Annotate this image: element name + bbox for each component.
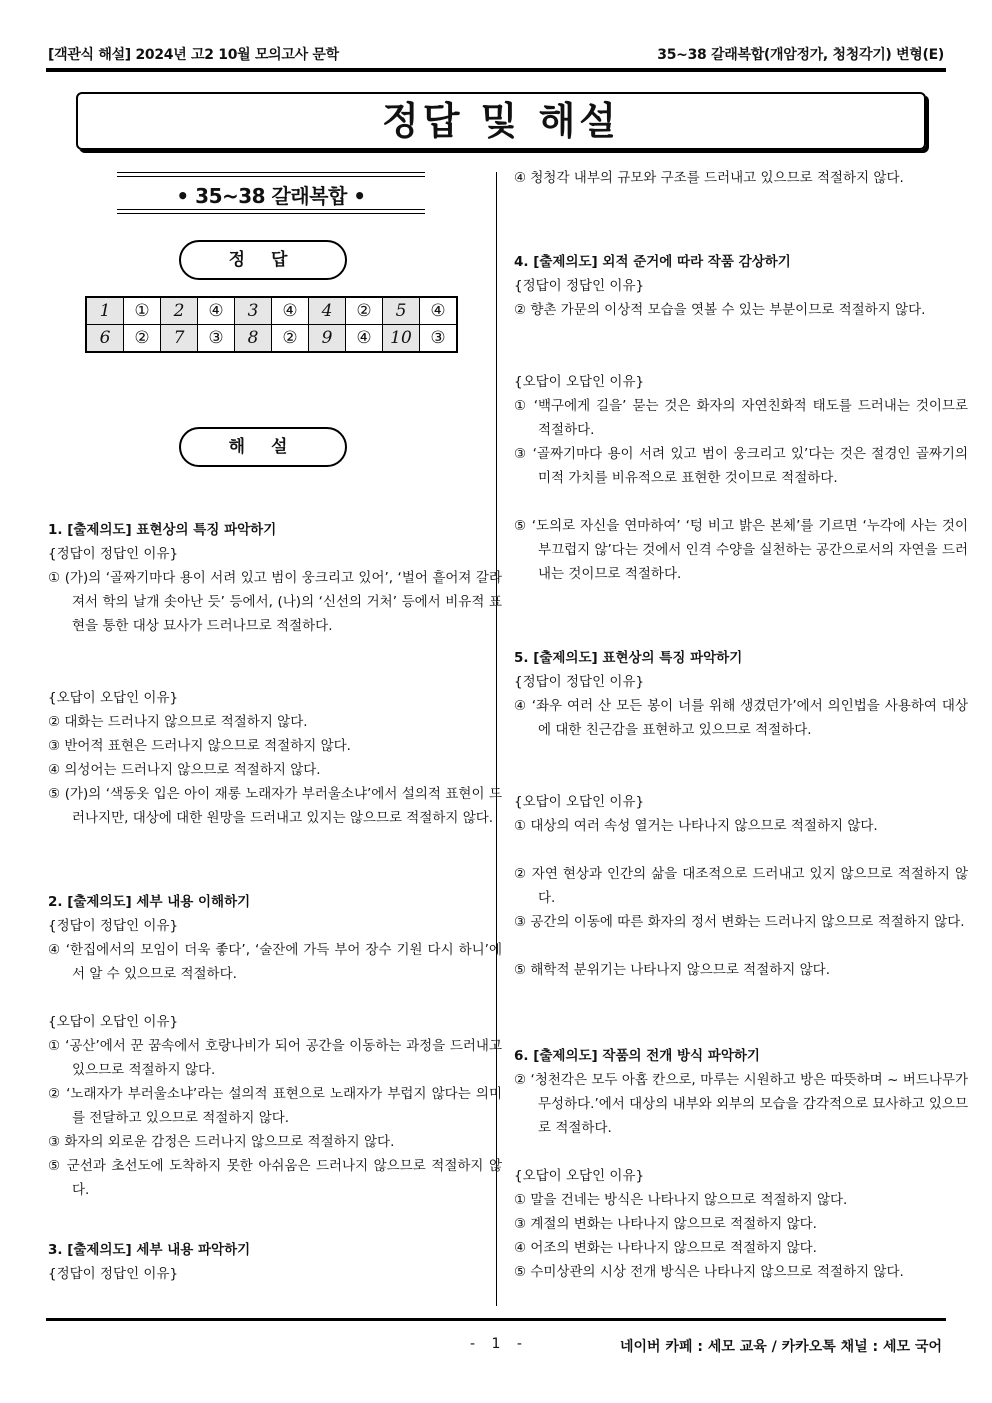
explanation-item: ② 대화는 드러나지 않으므로 적절하지 않다. [48,714,308,730]
header-rule [46,68,946,72]
question-title: 2. [출제의도] 세부 내용 이해하기 [48,894,251,910]
page-number: - 1 - [470,1336,528,1352]
answer-row [86,297,457,325]
page-title: 정답 및 해설 [76,92,926,150]
correct-reason-heading: {정답이 정답인 이유} [514,278,645,294]
explanation-item: ④ ‘한집에서의 모임이 더욱 좋다’, ‘술잔에 가득 부어 장수 기원 다시 하니’에서 알 수 있으므로 적절하다. [48,942,502,982]
answer-choice: ④ [272,297,309,325]
correct-reason-heading: {정답이 정답인 이유} [514,674,645,690]
explanation-item: ② 자연 현상과 인간의 삶을 대조적으로 드러내고 있지 않으므로 적절하지 않다. [514,866,968,906]
answer-number: 10 [383,325,420,353]
explanation-label: 해 설 [179,427,347,467]
explanation-item: ⑤ ‘도의로 자신을 연마하여’ ‘텅 비고 밝은 본체’를 기르면 ‘누각에 사는 것이 부끄럽지 않’다는 것에서 인격 수양을 실천하는 공간으로서의 자연을 드러내는 것이므로 적절하다. [514,518,968,582]
question-title: 6. [출제의도] 작품의 전개 방식 파악하기 [514,1048,760,1064]
correct-reason-heading: {정답이 정답인 이유} [48,546,179,562]
answer-number: 1 [86,297,124,325]
footer-rule [46,1318,946,1321]
answer-number: 5 [383,297,420,325]
header-right: 35~38 갈래복합(개암정가, 청청각기) 변형(E) [657,47,944,63]
answer-choice: ③ [198,325,235,353]
answer-table [85,296,458,353]
answer-choice: ① [124,297,161,325]
answer-choice: ④ [198,297,235,325]
explanation-item: ③ 계절의 변화는 나타나지 않으므로 적절하지 않다. [514,1216,817,1232]
answer-row [86,325,457,353]
explanation-item: ② 향촌 가문의 이상적 모습을 엿볼 수 있는 부분이므로 적절하지 않다. [514,302,926,318]
explanation-item: ④ ‘좌우 여러 산 모든 봉이 너를 위해 생겼던가’에서 의인법을 사용하여 대상에 대한 친근감을 표현하고 있으므로 적절하다. [514,698,968,738]
section-title: • 35~38 갈래복합 • [176,184,366,208]
answer-number: 6 [86,325,124,353]
answer-number: 9 [309,325,346,353]
explanation-item: ③ ‘골짜기마다 용이 서려 있고 범이 웅크리고 있’다는 것은 절경인 골짜기의 미적 가치를 비유적으로 표현한 것이므로 적절하다. [514,446,968,486]
explanation-item: ③ 공간의 이동에 따른 화자의 정서 변화는 드러나지 않으므로 적절하지 않다. [514,914,965,930]
answer-choice: ② [124,325,161,353]
correct-reason-heading: {정답이 정답인 이유} [48,1266,179,1282]
answer-choice: ④ [420,297,458,325]
explanation-item: ② ‘노래자가 부러울소냐’라는 설의적 표현으로 노래자가 부럽지 않다는 의미를 전달하고 있으므로 적절하지 않다. [48,1086,502,1126]
header-left: [객관식 해설] 2024년 고2 10월 모의고사 문학 [48,47,339,63]
answer-number: 4 [309,297,346,325]
section-title-box [117,172,425,214]
question-title: 3. [출제의도] 세부 내용 파악하기 [48,1242,251,1258]
explanation-item: ① ‘공산’에서 꾼 꿈속에서 호랑나비가 되어 공간을 이동하는 과정을 드러내고 있으므로 적절하지 않다. [48,1038,502,1078]
explanation-item: ④ 어조의 변화는 나타나지 않으므로 적절하지 않다. [514,1240,817,1256]
explanation-item: ④ 청청각 내부의 규모와 구조를 드러내고 있으므로 적절하지 않다. [514,170,904,186]
explanation-item: ① 말을 건네는 방식은 나타나지 않으므로 적절하지 않다. [514,1192,848,1208]
answer-choice: ② [272,325,309,353]
question-title: 4. [출제의도] 외적 준거에 따라 작품 감상하기 [514,254,791,270]
wrong-reason-heading: {오답이 오답인 이유} [48,1014,179,1030]
answer-number: 3 [235,297,272,325]
explanation-item: ⑤ (가)의 ‘색동옷 입은 아이 재롱 노래자가 부러울소냐’에서 설의적 표현이 드러나지만, 대상에 대한 원망을 드러내고 있지는 않으므로 적절하지 않다. [48,786,502,826]
correct-reason-heading: {정답이 정답인 이유} [48,918,179,934]
explanation-item: ③ 화자의 외로운 감정은 드러나지 않으므로 적절하지 않다. [48,1134,395,1150]
answer-choice: ③ [420,325,458,353]
wrong-reason-heading: {오답이 오답인 이유} [514,794,645,810]
explanation-item: ⑤ 수미상관의 시상 전개 방식은 나타나지 않으므로 적절하지 않다. [514,1264,904,1280]
answer-number: 2 [161,297,198,325]
wrong-reason-heading: {오답이 오답인 이유} [514,1168,645,1184]
explanation-item: ① 대상의 여러 속성 열거는 나타나지 않으므로 적절하지 않다. [514,818,878,834]
answer-number: 8 [235,325,272,353]
explanation-item: ④ 의성어는 드러나지 않으므로 적절하지 않다. [48,762,321,778]
explanation-item: ③ 반어적 표현은 드러나지 않으므로 적절하지 않다. [48,738,351,754]
answer-choice: ④ [346,325,383,353]
explanation-item: ① (가)의 ‘골짜기마다 용이 서려 있고 범이 웅크리고 있어’, ‘벌어 흩어져 갈라져서 학의 날개 솟아난 듯’ 등에서, (나)의 ‘신선의 거처’ 등에서 비유적 표현을 통한 대상 묘사가 드러나므로 적절하다. [48,570,502,634]
question-title: 5. [출제의도] 표현상의 특징 파악하기 [514,650,743,666]
explanation-item: ② ‘청천각은 모두 아홉 칸으로, 마루는 시원하고 방은 따뜻하며 ~ 버드나무가 무성하다.’에서 대상의 내부와 외부의 모습을 감각적으로 묘사하고 있으므로 적절하다. [514,1072,968,1136]
answer-label: 정 답 [179,240,347,280]
wrong-reason-heading: {오답이 오답인 이유} [514,374,645,390]
wrong-reason-heading: {오답이 오답인 이유} [48,690,179,706]
explanation-item: ⑤ 해학적 분위기는 나타나지 않으므로 적절하지 않다. [514,962,831,978]
explanation-item: ⑤ 군선과 초선도에 도착하지 못한 아쉬움은 드러나지 않으므로 적절하지 않다. [48,1158,502,1198]
explanation-item: ① ‘백구에게 길을’ 묻는 것은 화자의 자연친화적 태도를 드러내는 것이므로 적절하다. [514,398,968,438]
question-title: 1. [출제의도] 표현상의 특징 파악하기 [48,522,277,538]
answer-choice: ② [346,297,383,325]
answer-number: 7 [161,325,198,353]
footer-credit: 네이버 카페 : 세모 교육 / 카카오톡 채널 : 세모 국어 [619,1339,942,1355]
